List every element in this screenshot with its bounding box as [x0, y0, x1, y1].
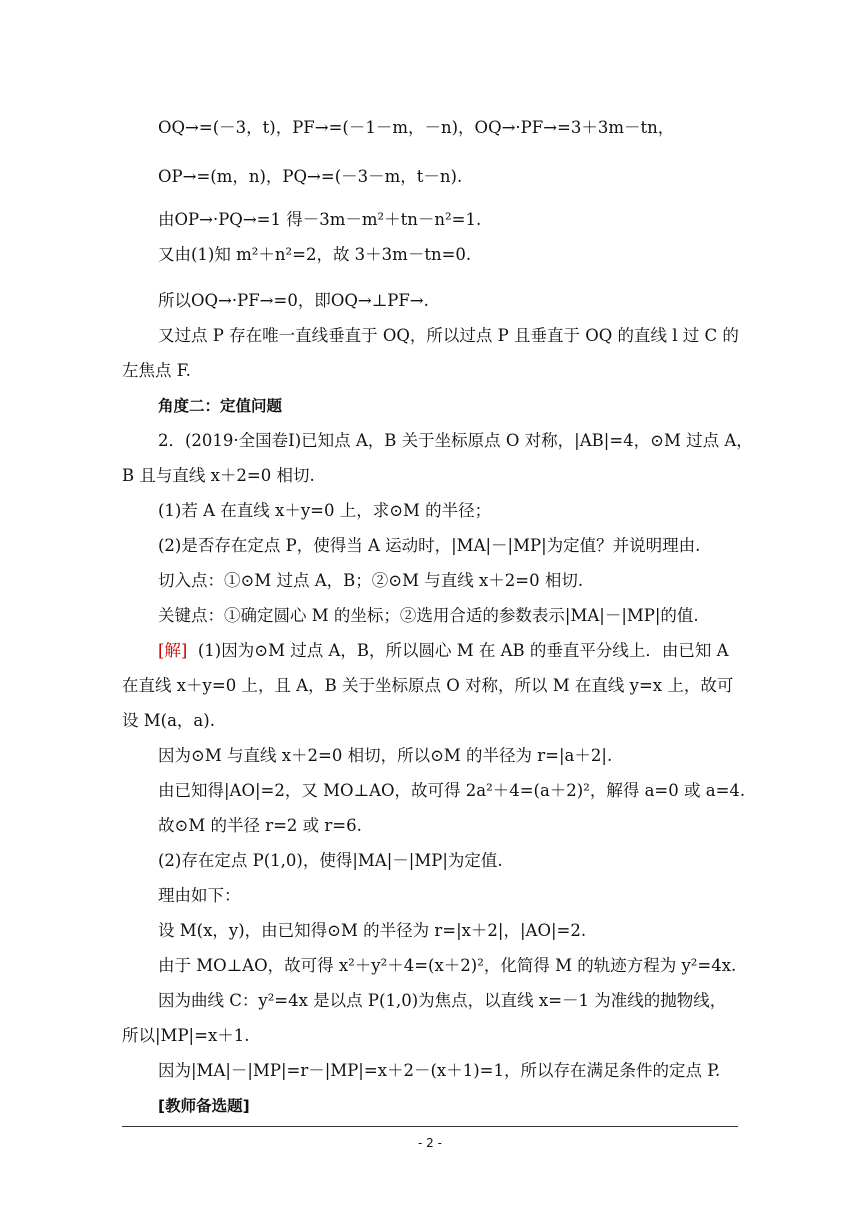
- text-line: 理由如下：: [158, 886, 241, 905]
- text-line: 切入点：①⊙M 过点 A，B；②⊙M 与直线 x＋2=0 相切.: [158, 571, 584, 590]
- text-line: 由OP→·PQ→=1 得－3m－m²＋tn－n²=1.: [158, 210, 482, 229]
- text-line: (2)是否存在定点 P，使得当 A 运动时，|MA|－|MP|为定值？并说明理由.: [158, 536, 701, 555]
- text-line: 又过点 P 存在唯一直线垂直于 OQ，所以过点 P 且垂直于 OQ 的直线 l 过 C 的: [158, 326, 739, 345]
- text-line: 由于 MO⊥AO，故可得 x²＋y²＋4=(x＋2)²，化简得 M 的轨迹方程为 y²=4x.: [158, 956, 737, 975]
- text-line: (1)若 A 在直线 x＋y=0 上，求⊙M 的半径；: [158, 501, 492, 520]
- text-line: B 且与直线 x＋2=0 相切.: [122, 466, 315, 485]
- text-line: 设 M(x，y)，由已知得⊙M 的半径为 r=|x＋2|，|AO|=2.: [158, 921, 587, 940]
- text-line: 因为曲线 C：y²=4x 是以点 P(1,0)为焦点，以直线 x=－1 为准线的抛物线，: [158, 991, 727, 1010]
- solution-line: [158, 639, 860, 663]
- footer-divider: [122, 1126, 738, 1127]
- text-line: 故⊙M 的半径 r=2 或 r=6.: [158, 816, 362, 835]
- text-line: 关键点：①确定圆心 M 的坐标；②选用合适的参数表示|MA|－|MP|的值.: [158, 606, 699, 625]
- solution-label: [解]: [158, 641, 188, 660]
- text-line: 设 M(a，a).: [122, 711, 215, 730]
- text-line: OQ→=(－3，t)，PF→=(－1－m，－n)，OQ→·PF→=3＋3m－tn，: [158, 118, 675, 137]
- text-line: 又由(1)知 m²＋n²=2，故 3＋3m－tn=0.: [158, 245, 472, 264]
- page-number: - 2 -: [418, 1136, 442, 1150]
- text-line: 因为|MA|－|MP|=r－|MP|=x＋2－(x＋1)=1，所以存在满足条件的定点 P.: [158, 1061, 721, 1080]
- text-line: 2．(2019·全国卷Ⅰ)已知点 A，B 关于坐标原点 O 对称，|AB|=4，⊙M 过点 A，: [158, 431, 753, 450]
- text-line: OP→=(m，n)，PQ→=(－3－m，t－n).: [158, 167, 463, 186]
- text-line: 在直线 x＋y=0 上，且 A，B 关于坐标原点 O 对称，所以 M 在直线 y=x 上，故可: [122, 676, 734, 695]
- text-line: 所以OQ→·PF→=0，即OQ→⊥PF→.: [158, 291, 429, 310]
- text-line: 由已知得|AO|=2，又 MO⊥AO，故可得 2a²＋4=(a＋2)²，解得 a=0 或 a=4.: [158, 781, 746, 800]
- text-line: 左焦点 F.: [122, 361, 191, 380]
- section-heading: [教师备选题]: [158, 1097, 250, 1115]
- text-line: 所以|MP|=x＋1.: [122, 1026, 250, 1045]
- text-line: 因为⊙M 与直线 x＋2=0 相切，所以⊙M 的半径为 r=|a＋2|.: [158, 746, 613, 765]
- text-line: (1)因为⊙M 过点 A，B，所以圆心 M 在 AB 的垂直平分线上．由已知 A: [197, 641, 729, 660]
- section-heading: 角度二：定值问题: [158, 397, 283, 415]
- text-line: (2)存在定点 P(1,0)，使得|MA|－|MP|为定值.: [158, 851, 503, 870]
